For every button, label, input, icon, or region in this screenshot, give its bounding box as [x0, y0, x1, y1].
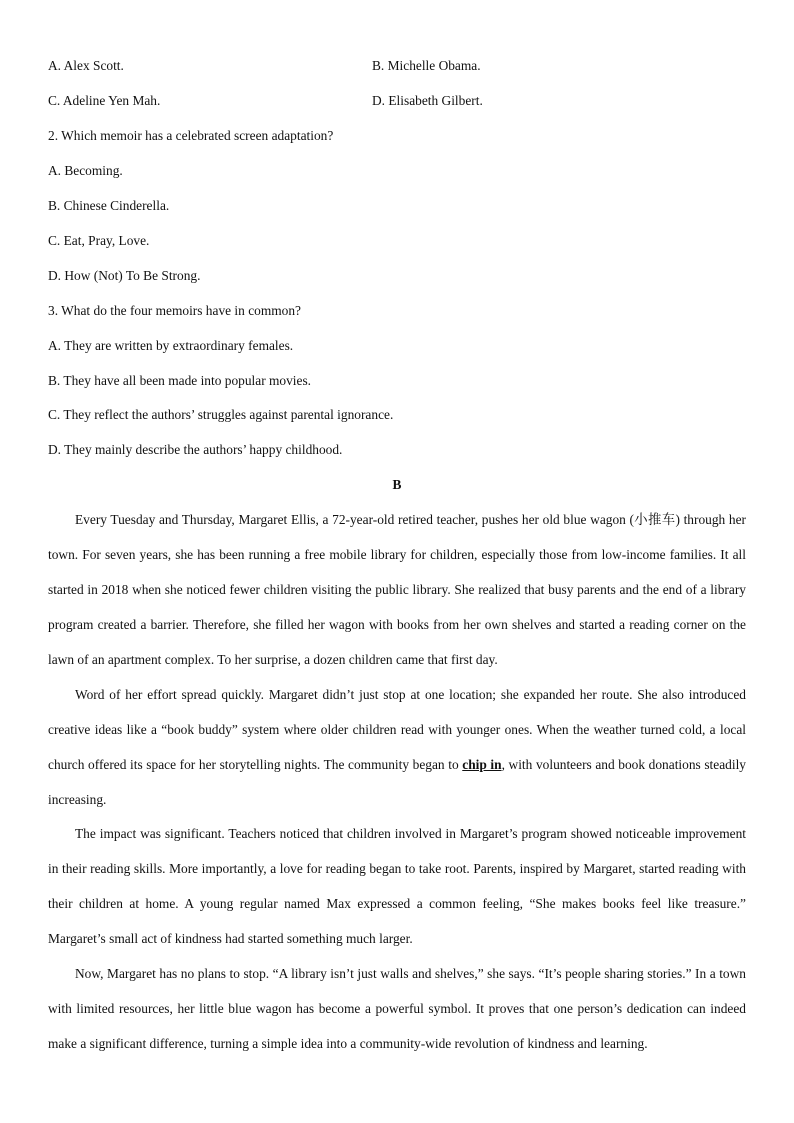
passage-paragraph-2 — [48, 677, 746, 817]
section-heading: B — [392, 477, 402, 492]
q2-stem: 2. Which memoir has a celebrated screen adaptation? — [48, 128, 334, 143]
q3-option-d: D. They mainly describe the authors’ happy childhood. — [48, 442, 343, 457]
q3-option-b: B. They have all been made into popular movies. — [48, 373, 312, 388]
paragraph-2-text-end: , with volunteers and book donations steadily increasing. — [48, 757, 746, 807]
q2-option-c: C. Eat, Pray, Love. — [48, 233, 150, 248]
paragraph-2-text-start: Word of her effort spread quickly. Margaret didn’t just stop at one location; she expanded her route. She also introduced creative ideas like a “book buddy” system where older children read with younger ones. When the weather turned cold, a local church offered its space for her storytelling nights. The community began to — [48, 687, 746, 772]
q1-option-b: B. Michelle Obama. — [372, 58, 481, 73]
q2-option-b: B. Chinese Cinderella. — [48, 198, 170, 213]
q1-option-a: A. Alex Scott. — [48, 58, 124, 73]
q3-option-c: C. They reflect the authors’ struggles against parental ignorance. — [48, 407, 394, 422]
q3-stem: 3. What do the four memoirs have in common? — [48, 303, 301, 318]
passage-paragraph-1: Every Tuesday and Thursday, Margaret Ellis, a 72-year-old retired teacher, pushes her old blue wagon (小推车) through her town. For seven years, she has been running a free mobile library for children, especially those from low-income families. It all started in 2018 when she noticed fewer children visiting the public library. She realized that busy parents and the end of a library program created a barrier. Therefore, she filled her wagon with books from her own shelves and started a reading corner on the lawn of an apartment complex. To her surprise, a dozen children came that first day. — [48, 512, 746, 667]
q3-option-a: A. They are written by extraordinary females. — [48, 338, 294, 353]
passage-paragraph-3: The impact was significant. Teachers noticed that children involved in Margaret’s program showed noticeable improvement in their reading skills. More importantly, a love for reading began to take root. Parents, inspired by Margaret, started reading with their children at home. A young regular named Max expressed a common feeling, “She makes books feel like treasure.” Margaret’s small act of kindness had started something much larger. — [48, 826, 746, 946]
passage-paragraph-4: Now, Margaret has no plans to stop. “A library isn’t just walls and shelves,” she says. “It’s people sharing stories.” In a town with limited resources, her little blue wagon has become a powerful symbol. It proves that one person’s dedication can indeed make a significant difference, turning a simple idea into a community-wide revolution of kindness and learning. — [48, 966, 746, 1051]
q1-option-d: D. Elisabeth Gilbert. — [372, 93, 483, 108]
q1-option-c: C. Adeline Yen Mah. — [48, 93, 161, 108]
q2-option-d: D. How (Not) To Be Strong. — [48, 268, 201, 283]
q2-option-a: A. Becoming. — [48, 163, 123, 178]
underlined-phrase: chip in — [462, 757, 502, 772]
